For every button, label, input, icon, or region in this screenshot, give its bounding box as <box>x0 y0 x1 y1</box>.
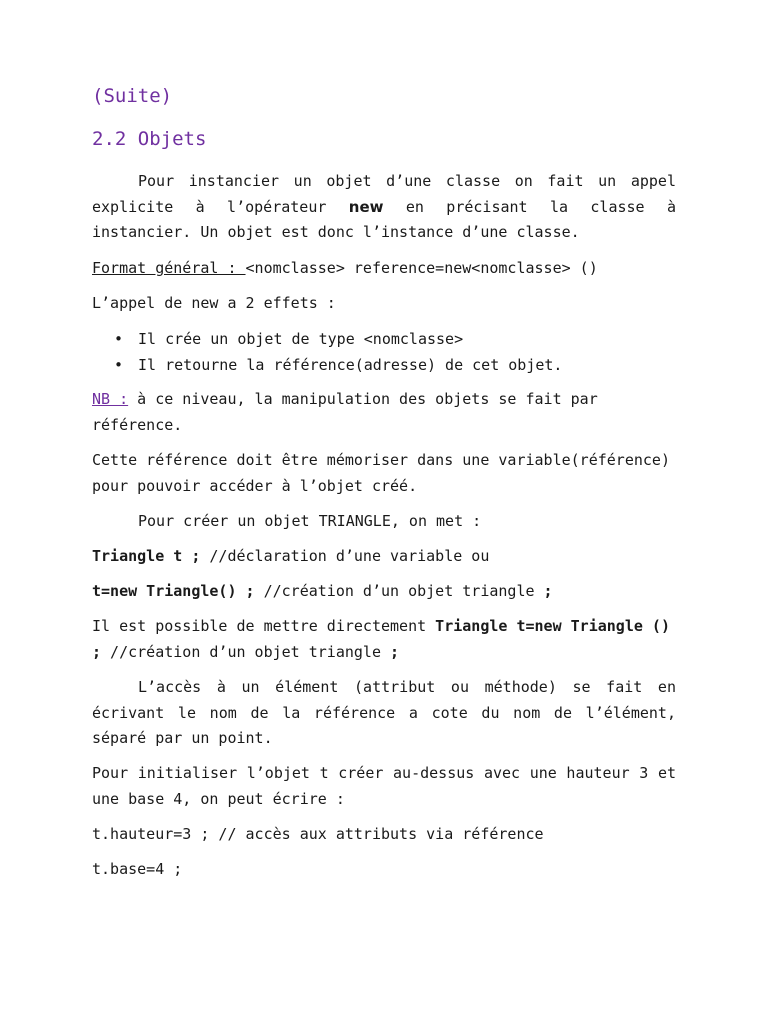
code-direct-statement: Triangle t=new Triangle () ; <box>92 617 670 661</box>
paragraph-initialiser: Pour initialiser l’objet t créer au-dessus avec une hauteur 3 et une base 4, on peut écrire : <box>92 764 676 808</box>
code-declaration-comment: //déclaration d’une variable ou <box>200 547 490 565</box>
nb-text: à ce niveau, la manipulation des objets se fait par référence. <box>92 390 598 434</box>
list-item-text: Il retourne la référence(adresse) de cet objet. <box>138 356 563 374</box>
keyword-new: new <box>348 197 384 216</box>
paragraph-instancier <box>92 169 676 246</box>
paragraph-directement-start: Il est possible de mettre directement <box>92 617 436 635</box>
format-general-syntax: <nomclasse> reference=new<nomclasse> () <box>245 259 598 277</box>
code-creation <box>92 579 676 605</box>
format-general-line <box>92 256 676 282</box>
code-direct-comment: //création d’un objet triangle <box>101 642 391 661</box>
paragraph-directement <box>92 614 676 665</box>
list-item <box>92 352 676 378</box>
heading-suite: (Suite) <box>92 85 173 107</box>
bullet-icon: • <box>114 330 124 348</box>
effects-list <box>92 326 676 378</box>
paragraph-instancier-end: en précisant la classe à instancier. Un objet est donc l’instance d’une classe. <box>92 197 676 241</box>
nb-label: NB : <box>92 390 129 408</box>
list-item <box>92 326 676 352</box>
code-direct-semicolon: ; <box>390 642 400 661</box>
paragraph-creer-triangle: Pour créer un objet TRIANGLE, on met : <box>138 512 482 530</box>
list-item-text: Il crée un objet de type <nomclasse> <box>138 330 464 348</box>
code-creation-statement: t=new Triangle() ; <box>92 582 255 600</box>
bullet-icon: • <box>114 356 124 374</box>
code-creation-comment: //création d’un objet triangle <box>254 582 544 600</box>
code-hauteur: t.hauteur=3 ; // accès aux attributs via référence <box>92 825 544 843</box>
code-declaration <box>92 544 676 570</box>
paragraph-acces: L’accès à un élément (attribut ou méthode) se fait en écrivant le nom de la référence a cote du nom de l’élément, séparé par un point. <box>92 678 676 747</box>
nb-note <box>92 387 676 438</box>
code-creation-semicolon: ; <box>543 582 553 600</box>
heading-objets: 2.2 Objets <box>92 128 207 150</box>
effects-intro: L’appel de new a 2 effets : <box>92 294 336 312</box>
paragraph-instancier-start: Pour instancier un objet d’une classe on fait un appel explicite à l’opérateur <box>92 172 676 216</box>
code-declaration-statement: Triangle t ; <box>92 547 201 565</box>
code-base: t.base=4 ; <box>92 860 183 878</box>
format-general-label: Format général : <box>92 259 246 277</box>
paragraph-memoriser: Cette référence doit être mémoriser dans une variable(référence) pour pouvoir accéder à l’objet créé. <box>92 451 670 495</box>
